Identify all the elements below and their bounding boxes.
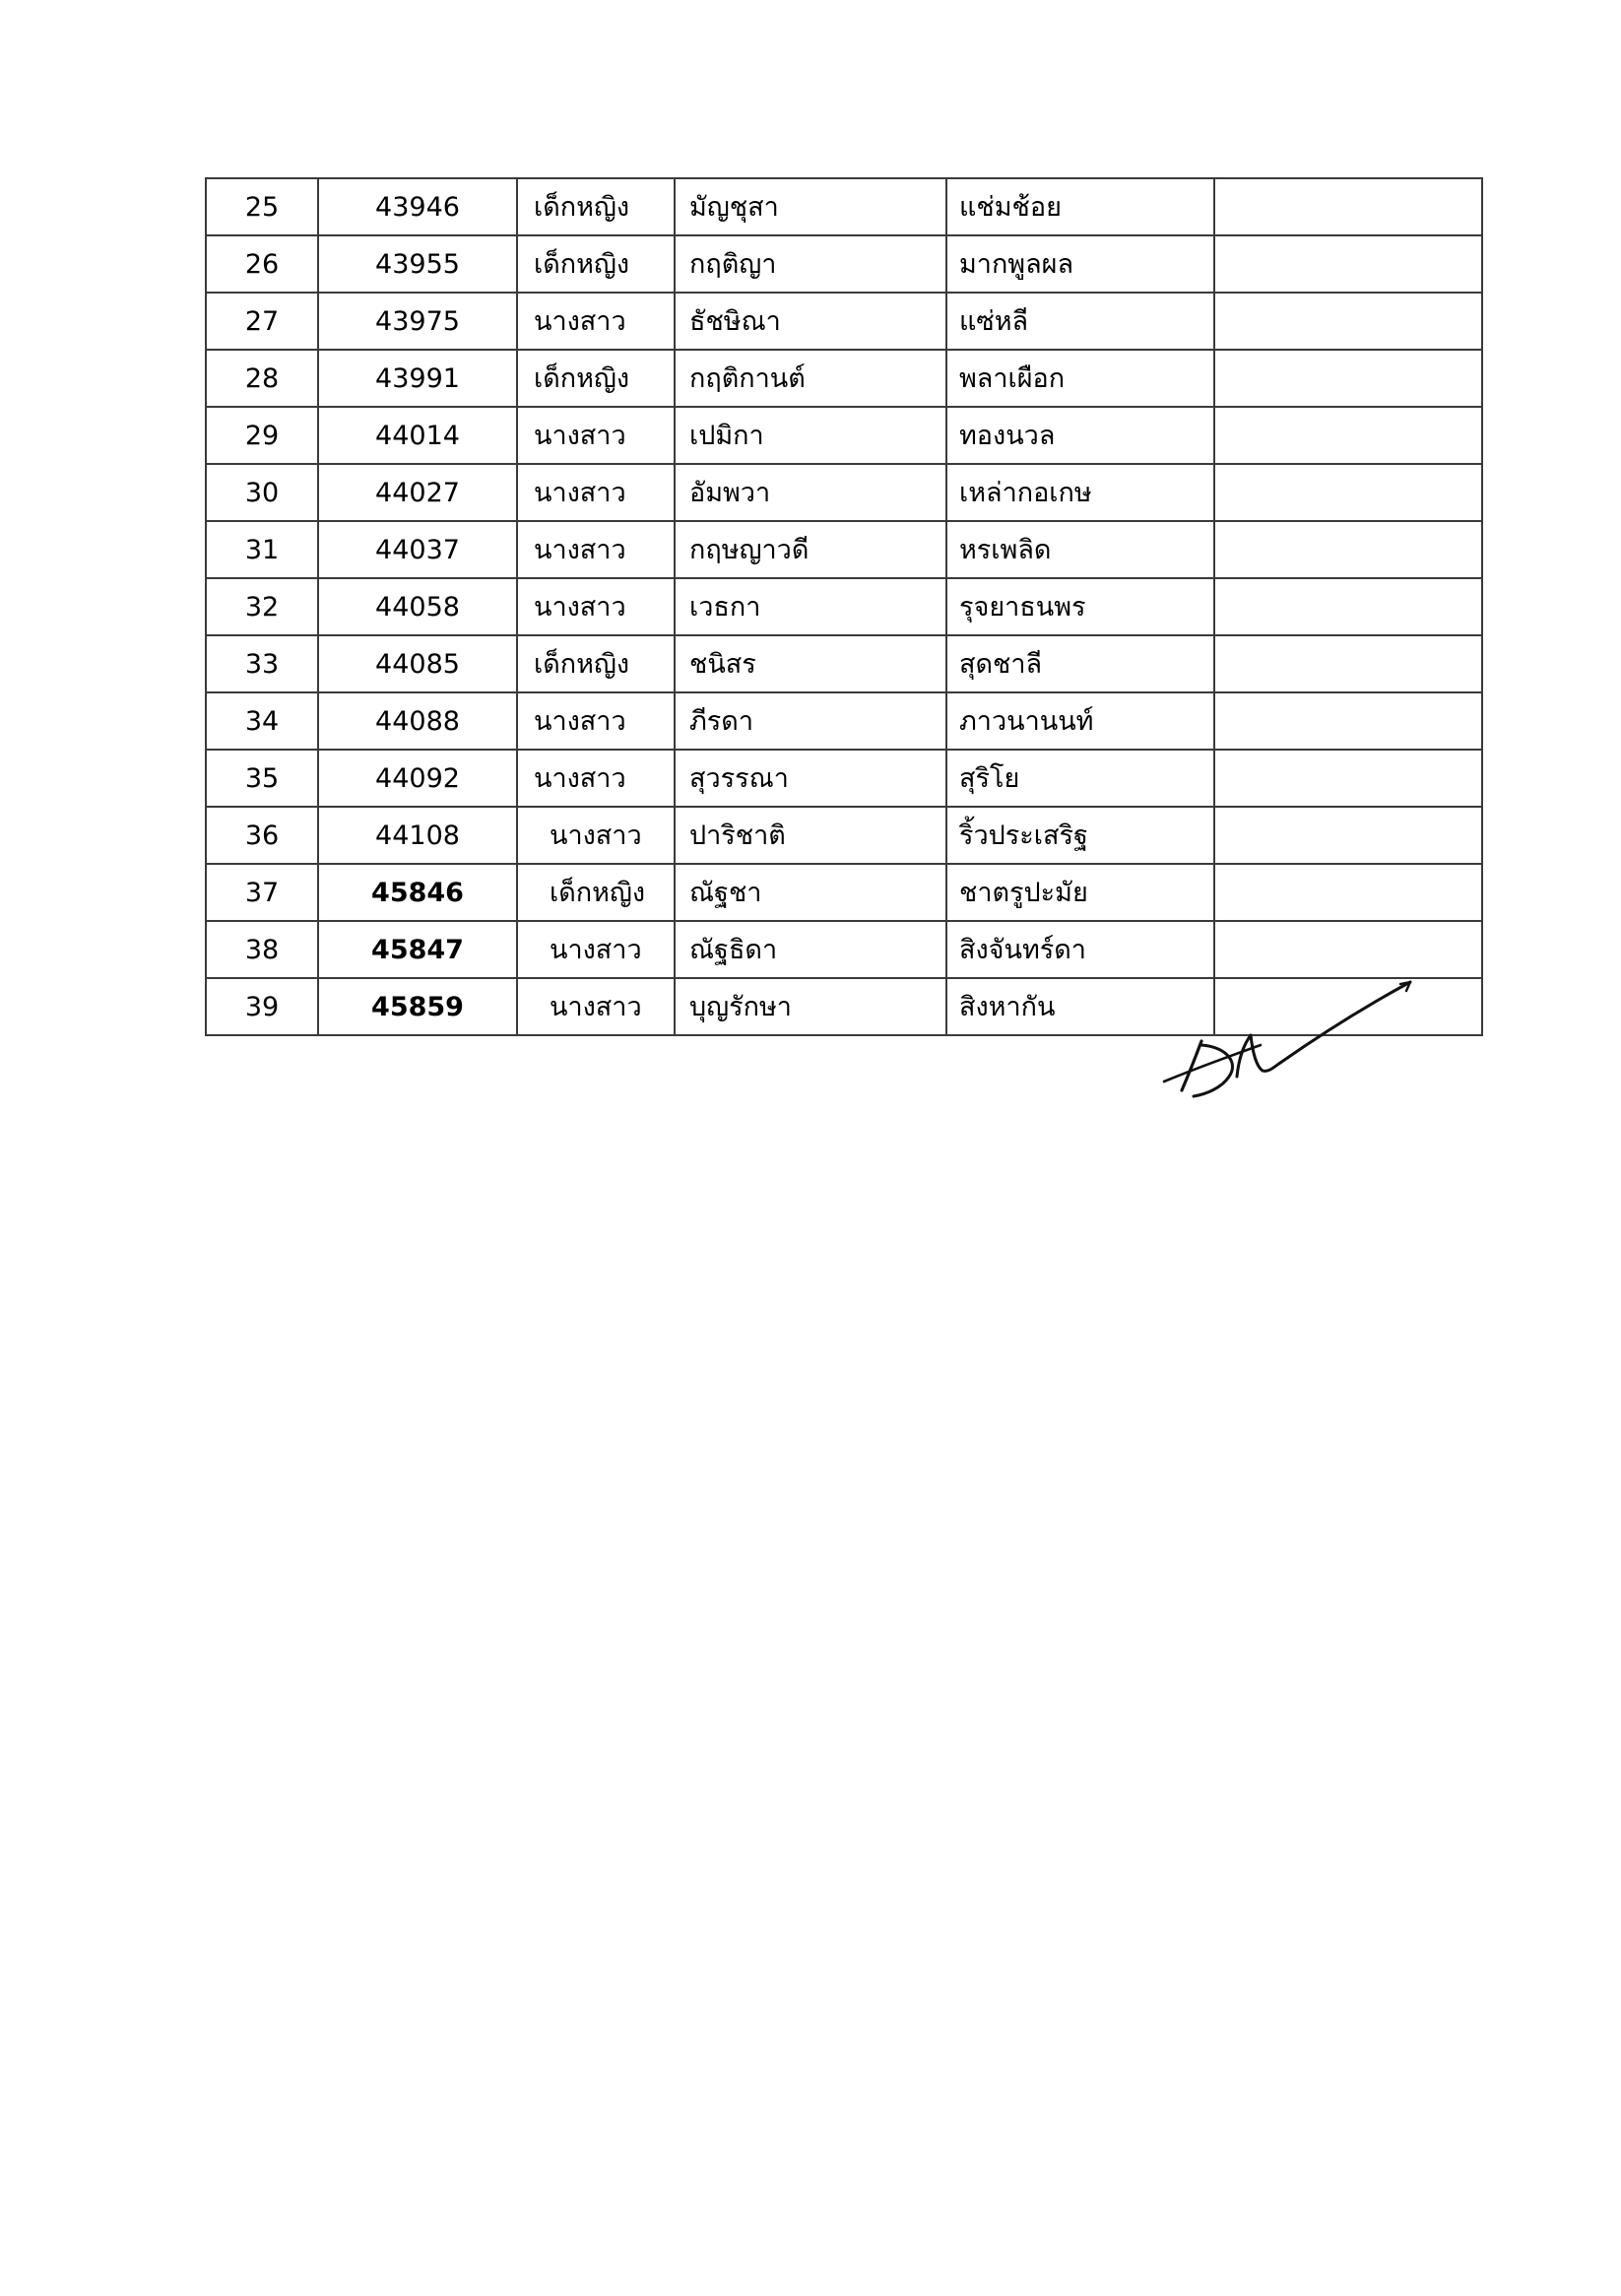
name-title: เด็กหญิง — [517, 864, 675, 921]
handwritten-signature-icon — [1142, 960, 1418, 1108]
remark-cell — [1214, 521, 1482, 578]
student-id: 44092 — [318, 750, 517, 807]
table-row — [206, 407, 1482, 464]
row-number: 27 — [206, 293, 318, 350]
name-title: เด็กหญิง — [517, 350, 675, 407]
row-number: 34 — [206, 692, 318, 750]
row-number: 25 — [206, 178, 318, 235]
first-name: ณัฐธิดา — [675, 921, 946, 978]
first-name: สุวรรณา — [675, 750, 946, 807]
student-roster-table — [205, 177, 1483, 1036]
table-row — [206, 464, 1482, 521]
last-name: รุจยาธนพร — [946, 578, 1214, 635]
name-title: นางสาว — [517, 578, 675, 635]
student-id: 45846 — [318, 864, 517, 921]
first-name: ปาริชาติ — [675, 807, 946, 864]
first-name: บุญรักษา — [675, 978, 946, 1035]
last-name: ริ้วประเสริฐ — [946, 807, 1214, 864]
table-row — [206, 521, 1482, 578]
table-row — [206, 350, 1482, 407]
row-number: 28 — [206, 350, 318, 407]
remark-cell — [1214, 578, 1482, 635]
name-title: นางสาว — [517, 921, 675, 978]
table-row — [206, 635, 1482, 692]
table-row — [206, 750, 1482, 807]
last-name: ทองนวล — [946, 407, 1214, 464]
remark-cell — [1214, 293, 1482, 350]
row-number: 37 — [206, 864, 318, 921]
last-name: สุดชาลี — [946, 635, 1214, 692]
student-id: 43946 — [318, 178, 517, 235]
table-row — [206, 692, 1482, 750]
first-name: กฤติกานต์ — [675, 350, 946, 407]
row-number: 31 — [206, 521, 318, 578]
first-name: กฤติญา — [675, 235, 946, 293]
row-number: 39 — [206, 978, 318, 1035]
row-number: 29 — [206, 407, 318, 464]
first-name: กฤษญาวดี — [675, 521, 946, 578]
student-id: 44058 — [318, 578, 517, 635]
first-name: อัมพวา — [675, 464, 946, 521]
remark-cell — [1214, 235, 1482, 293]
name-title: เด็กหญิง — [517, 635, 675, 692]
first-name: ชนิสร — [675, 635, 946, 692]
student-id: 43991 — [318, 350, 517, 407]
name-title: นางสาว — [517, 750, 675, 807]
last-name: ภาวนานนท์ — [946, 692, 1214, 750]
first-name: มัญชุสา — [675, 178, 946, 235]
name-title: เด็กหญิง — [517, 235, 675, 293]
student-id: 44085 — [318, 635, 517, 692]
remark-cell — [1214, 407, 1482, 464]
remark-cell — [1214, 750, 1482, 807]
last-name: มากพูลผล — [946, 235, 1214, 293]
row-number: 30 — [206, 464, 318, 521]
remark-cell — [1214, 350, 1482, 407]
student-id: 45859 — [318, 978, 517, 1035]
student-id: 43975 — [318, 293, 517, 350]
remark-cell — [1214, 464, 1482, 521]
first-name: ภีรดา — [675, 692, 946, 750]
name-title: นางสาว — [517, 407, 675, 464]
remark-cell — [1214, 692, 1482, 750]
name-title: นางสาว — [517, 521, 675, 578]
student-id: 44088 — [318, 692, 517, 750]
first-name: ธัชษิณา — [675, 293, 946, 350]
first-name: เปมิกา — [675, 407, 946, 464]
name-title: นางสาว — [517, 293, 675, 350]
row-number: 38 — [206, 921, 318, 978]
last-name: สิงหากัน — [946, 978, 1214, 1035]
last-name: สิงจันทร์ดา — [946, 921, 1214, 978]
name-title: นางสาว — [517, 692, 675, 750]
student-id: 43955 — [318, 235, 517, 293]
row-number: 32 — [206, 578, 318, 635]
row-number: 35 — [206, 750, 318, 807]
table-row — [206, 807, 1482, 864]
row-number: 33 — [206, 635, 318, 692]
name-title: เด็กหญิง — [517, 178, 675, 235]
table-row — [206, 235, 1482, 293]
student-id: 44014 — [318, 407, 517, 464]
table-row — [206, 578, 1482, 635]
table-row — [206, 293, 1482, 350]
remark-cell — [1214, 807, 1482, 864]
first-name: ณัฐชา — [675, 864, 946, 921]
last-name: เหล่ากอเกษ — [946, 464, 1214, 521]
remark-cell — [1214, 635, 1482, 692]
last-name: สุริโย — [946, 750, 1214, 807]
name-title: นางสาว — [517, 807, 675, 864]
row-number: 36 — [206, 807, 318, 864]
name-title: นางสาว — [517, 978, 675, 1035]
row-number: 26 — [206, 235, 318, 293]
last-name: หรเพลิด — [946, 521, 1214, 578]
table-row — [206, 178, 1482, 235]
student-id: 45847 — [318, 921, 517, 978]
remark-cell — [1214, 864, 1482, 921]
last-name: พลาเผือก — [946, 350, 1214, 407]
student-id: 44037 — [318, 521, 517, 578]
last-name: แช่มช้อย — [946, 178, 1214, 235]
last-name: แซ่หลี — [946, 293, 1214, 350]
first-name: เวธกา — [675, 578, 946, 635]
name-title: นางสาว — [517, 464, 675, 521]
last-name: ชาตรูปะมัย — [946, 864, 1214, 921]
table-row — [206, 864, 1482, 921]
remark-cell — [1214, 178, 1482, 235]
student-id: 44027 — [318, 464, 517, 521]
student-id: 44108 — [318, 807, 517, 864]
